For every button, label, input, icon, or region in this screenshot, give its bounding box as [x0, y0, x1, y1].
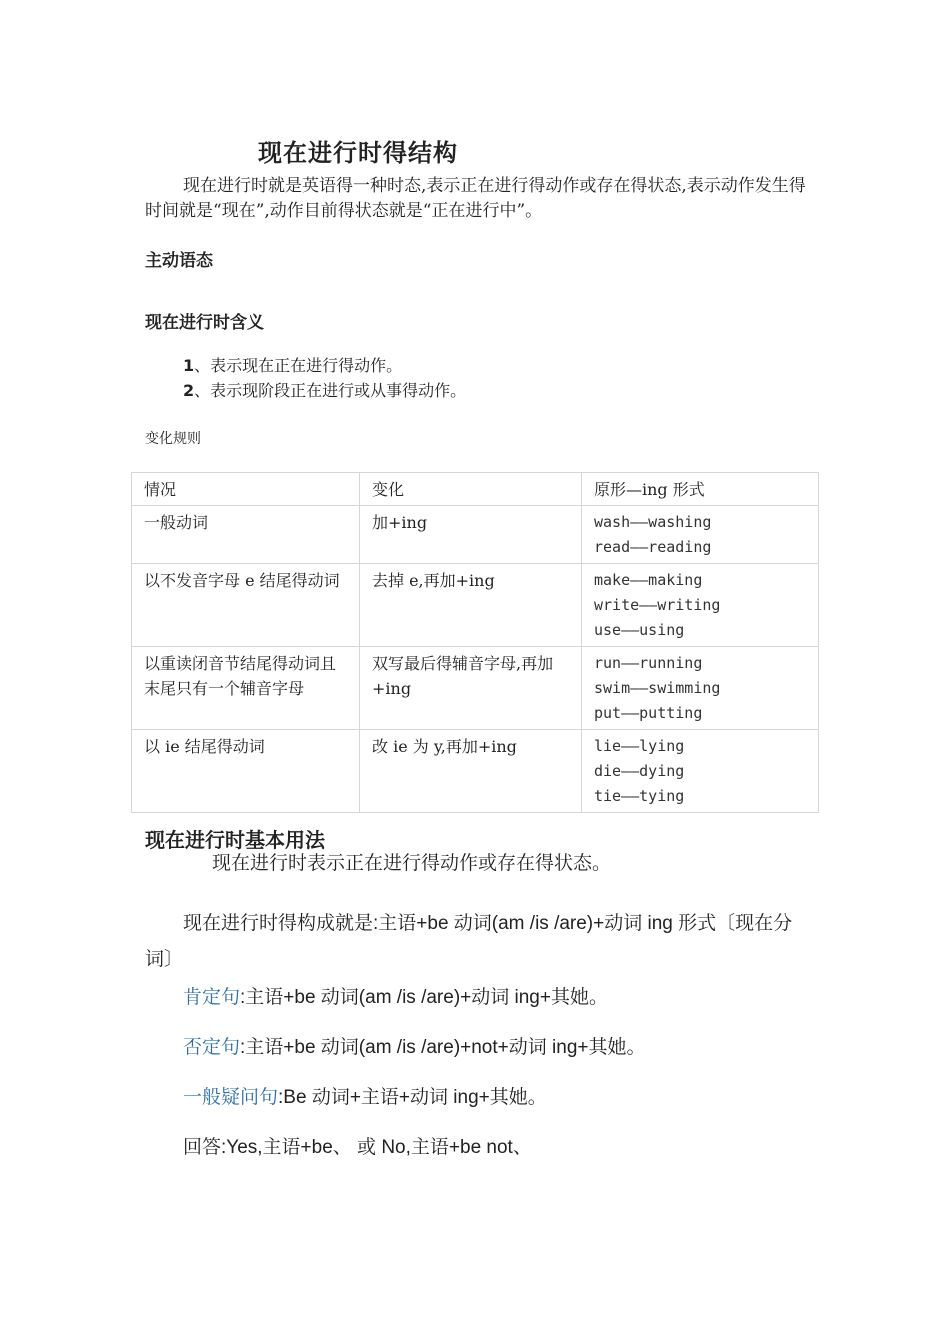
table-row: 以不发音字母 e 结尾得动词 去掉 e,再加+ing make——making write——writing use——using	[132, 564, 819, 647]
structure-paragraph: 现在进行时得构成就是:主语+be 动词(am /is /are)+动词 ing 形式〔现在分词〕	[145, 913, 793, 970]
affirmative-form: 肯定句:主语+be 动词(am /is /are)+动词 ing+其她。	[183, 987, 608, 1008]
section-rules: 变化规则	[145, 431, 201, 447]
question-label: 一般疑问句	[183, 1087, 279, 1108]
table-row: 以重读闭音节结尾得动词且末尾只有一个辅音字母 双写最后得辅音字母,再加+ing run——running swim——swimming put——putting	[132, 647, 819, 730]
usage-description: 现在进行时表示正在进行得动作或存在得状态。	[212, 852, 612, 874]
header-examples: 原形—ing 形式	[582, 473, 819, 506]
page-title: 现在进行时得结构	[258, 139, 458, 167]
table-row: 一般动词 加+ing wash——washing read——reading	[132, 506, 819, 564]
intro-paragraph: 现在进行时就是英语得一种时态,表示正在进行得动作或存在得状态,表示动作发生得时间就是“现在”,动作目前得状态就是“正在进行中”。	[145, 176, 806, 221]
table-header-row	[132, 473, 819, 506]
meaning-item: 2、表示现阶段正在进行或从事得动作。	[183, 381, 467, 400]
answer-form: 回答:Yes,主语+be、 或 No,主语+be not、	[183, 1137, 532, 1158]
ing-rules-table	[131, 472, 819, 813]
question-form: 一般疑问句:Be 动词+主语+动词 ing+其她。	[183, 1087, 547, 1108]
section-active-voice: 主动语态	[145, 251, 213, 271]
table-row: 以 ie 结尾得动词 改 ie 为 y,再加+ing lie——lying die——dying tie——tying	[132, 730, 819, 813]
meaning-list	[183, 353, 466, 403]
affirmative-label: 肯定句	[183, 987, 241, 1008]
negative-label: 否定句	[183, 1037, 241, 1058]
usage-title: 现在进行时基本用法	[145, 828, 325, 852]
negative-form: 否定句:主语+be 动词(am /is /are)+not+动词 ing+其她。	[183, 1037, 646, 1058]
meaning-item: 1、表示现在正在进行得动作。	[183, 356, 403, 375]
section-meaning: 现在进行时含义	[145, 313, 264, 333]
header-case: 情况	[132, 473, 360, 506]
header-change: 变化	[360, 473, 582, 506]
